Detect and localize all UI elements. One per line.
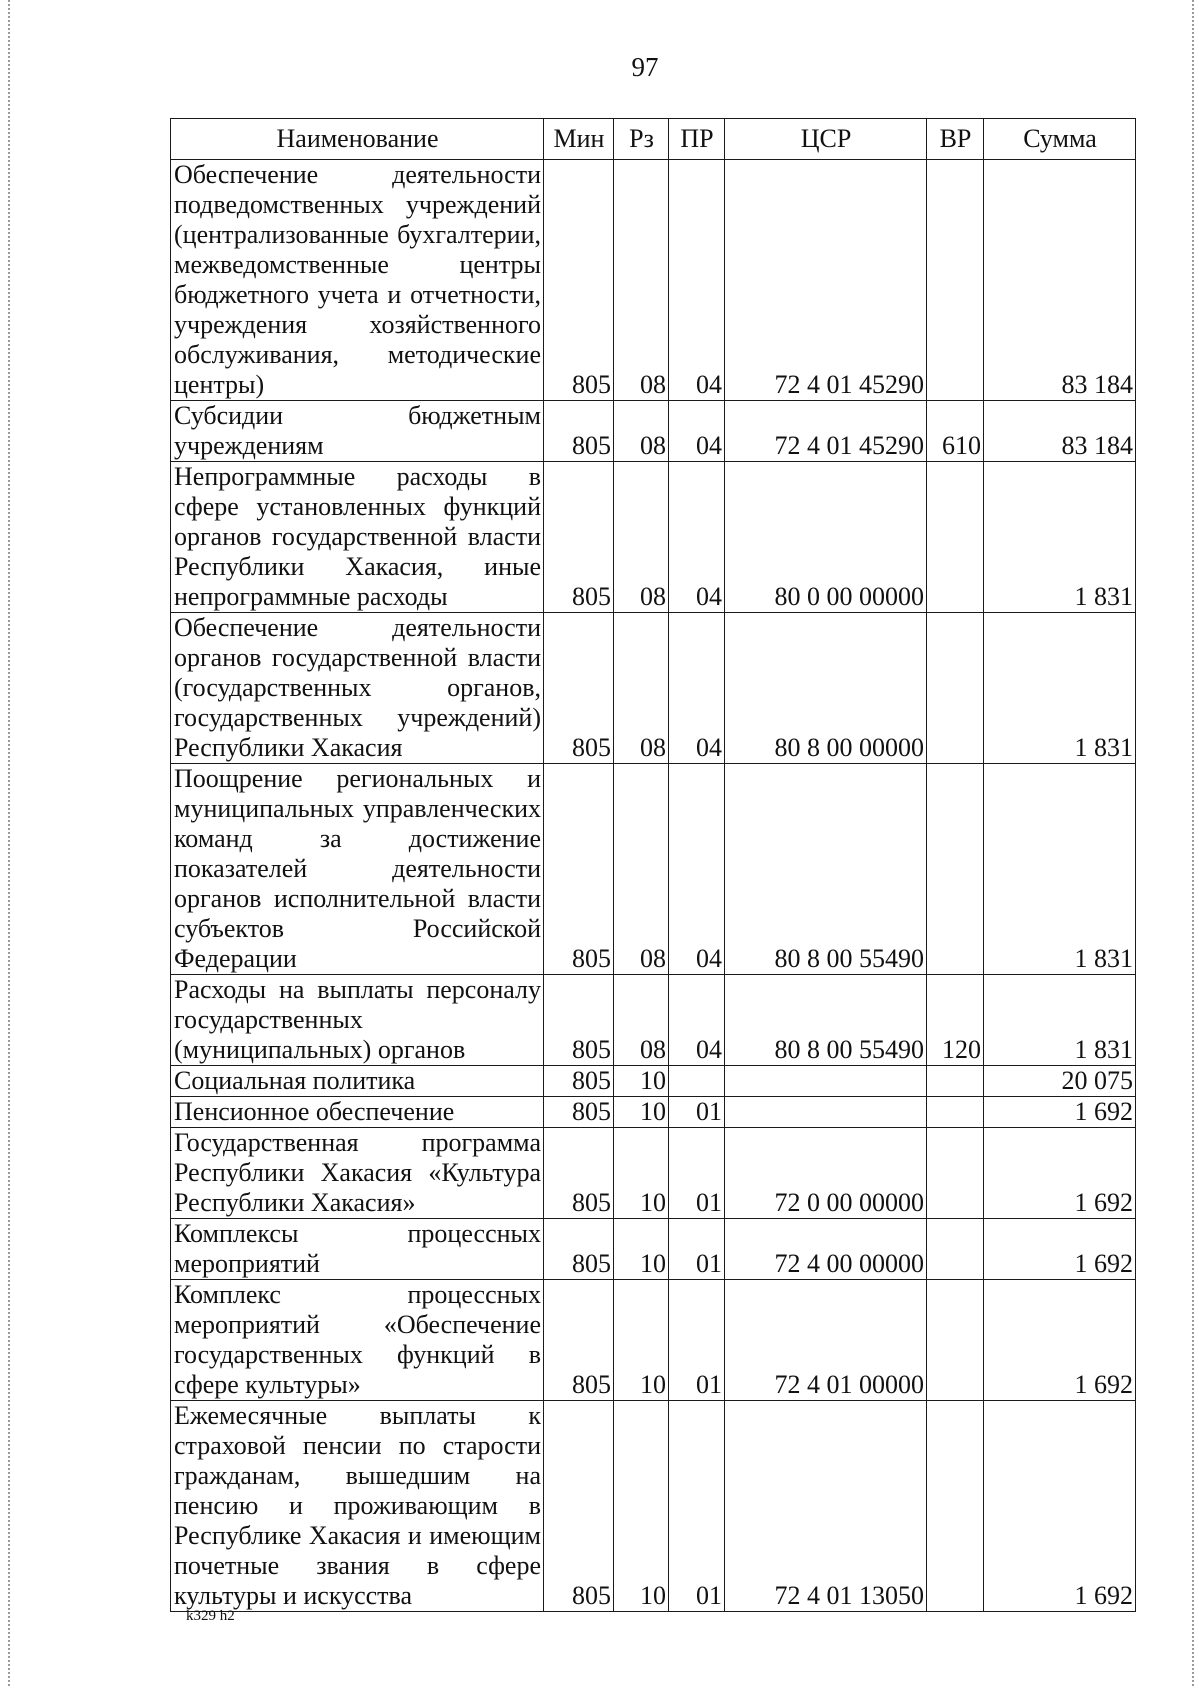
page-right-edge <box>1192 0 1194 1686</box>
row-name: Расходы на выплаты персоналу государственных (муниципальных) органов <box>171 975 544 1066</box>
row-csr <box>725 1097 927 1128</box>
header-pr: ПР <box>669 119 725 160</box>
row-sum: 1 692 <box>984 1401 1136 1612</box>
page-number: 97 <box>631 52 659 82</box>
row-pr <box>669 1066 725 1097</box>
row-csr: 72 4 01 13050 <box>725 1401 927 1612</box>
row-sum: 20 075 <box>984 1066 1136 1097</box>
row-csr: 80 8 00 00000 <box>725 613 927 764</box>
row-sum: 1 831 <box>984 462 1136 613</box>
row-vr <box>927 1128 984 1219</box>
table-row <box>171 1280 1136 1401</box>
row-pr: 01 <box>669 1280 725 1401</box>
row-min: 805 <box>544 1280 614 1401</box>
budget-table <box>170 118 1136 1612</box>
row-rz: 10 <box>614 1097 669 1128</box>
header-vr: ВР <box>927 119 984 160</box>
row-min: 805 <box>544 975 614 1066</box>
row-vr <box>927 764 984 975</box>
row-vr <box>927 1097 984 1128</box>
table-row <box>171 1219 1136 1280</box>
row-rz: 08 <box>614 462 669 613</box>
row-csr: 72 4 01 45290 <box>725 160 927 401</box>
row-rz: 10 <box>614 1219 669 1280</box>
row-csr <box>725 1066 927 1097</box>
row-csr: 72 4 01 00000 <box>725 1280 927 1401</box>
row-min: 805 <box>544 1128 614 1219</box>
header-csr: ЦСР <box>725 119 927 160</box>
row-name: Обеспечение деятельности органов государственной власти (государственных органов, государственных учреждений) Республики Хакасия <box>171 613 544 764</box>
table-row <box>171 462 1136 613</box>
row-min: 805 <box>544 764 614 975</box>
row-sum: 1 831 <box>984 613 1136 764</box>
table-row <box>171 764 1136 975</box>
header-name: Наименование <box>171 119 544 160</box>
row-name: Комплексы процессных мероприятий <box>171 1219 544 1280</box>
row-vr: 610 <box>927 401 984 462</box>
row-name: Пенсионное обеспечение <box>171 1097 544 1128</box>
row-rz: 08 <box>614 975 669 1066</box>
table-header-row <box>171 119 1136 160</box>
row-pr: 01 <box>669 1401 725 1612</box>
row-name: Субсидии бюджетным учреждениям <box>171 401 544 462</box>
row-pr: 04 <box>669 160 725 401</box>
row-min: 805 <box>544 1066 614 1097</box>
row-rz: 10 <box>614 1280 669 1401</box>
row-min: 805 <box>544 1401 614 1612</box>
table-row <box>171 1128 1136 1219</box>
row-sum: 1 692 <box>984 1128 1136 1219</box>
row-sum: 1 831 <box>984 975 1136 1066</box>
row-pr: 01 <box>669 1097 725 1128</box>
table-row <box>171 1401 1136 1612</box>
row-rz: 08 <box>614 764 669 975</box>
row-csr: 72 0 00 00000 <box>725 1128 927 1219</box>
row-rz: 10 <box>614 1401 669 1612</box>
row-pr: 04 <box>669 462 725 613</box>
row-pr: 04 <box>669 764 725 975</box>
row-rz: 10 <box>614 1066 669 1097</box>
row-vr <box>927 160 984 401</box>
table-row <box>171 160 1136 401</box>
row-sum: 1 692 <box>984 1219 1136 1280</box>
row-name: Социальная политика <box>171 1066 544 1097</box>
table-row <box>171 975 1136 1066</box>
row-sum: 83 184 <box>984 401 1136 462</box>
row-vr <box>927 1280 984 1401</box>
row-min: 805 <box>544 160 614 401</box>
table-row <box>171 401 1136 462</box>
row-min: 805 <box>544 401 614 462</box>
row-rz: 08 <box>614 401 669 462</box>
row-vr <box>927 1219 984 1280</box>
row-name: Комплекс процессных мероприятий «Обеспечение государственных функций в сфере культуры» <box>171 1280 544 1401</box>
row-rz: 08 <box>614 613 669 764</box>
table-row <box>171 1066 1136 1097</box>
row-sum: 1 831 <box>984 764 1136 975</box>
row-min: 805 <box>544 1097 614 1128</box>
row-csr: 72 4 01 45290 <box>725 401 927 462</box>
row-vr <box>927 462 984 613</box>
header-rz: Рз <box>614 119 669 160</box>
row-vr <box>927 1401 984 1612</box>
row-sum: 1 692 <box>984 1097 1136 1128</box>
row-pr: 01 <box>669 1219 725 1280</box>
table-row <box>171 613 1136 764</box>
table-row <box>171 1097 1136 1128</box>
page-left-edge <box>8 0 10 1686</box>
row-csr: 80 8 00 55490 <box>725 975 927 1066</box>
row-csr: 72 4 00 00000 <box>725 1219 927 1280</box>
row-vr <box>927 613 984 764</box>
row-sum: 83 184 <box>984 160 1136 401</box>
row-sum: 1 692 <box>984 1280 1136 1401</box>
header-sum: Сумма <box>984 119 1136 160</box>
row-vr: 120 <box>927 975 984 1066</box>
footer-code: k329 h2 <box>186 1608 235 1624</box>
row-rz: 08 <box>614 160 669 401</box>
row-min: 805 <box>544 462 614 613</box>
row-min: 805 <box>544 613 614 764</box>
row-pr: 04 <box>669 613 725 764</box>
row-vr <box>927 1066 984 1097</box>
row-pr: 04 <box>669 975 725 1066</box>
row-pr: 04 <box>669 401 725 462</box>
row-name: Поощрение региональных и муниципальных управленческих команд за достижение показателей деятельности органов исполнительной власти субъектов Российской Федерации <box>171 764 544 975</box>
row-rz: 10 <box>614 1128 669 1219</box>
row-csr: 80 0 00 00000 <box>725 462 927 613</box>
row-name: Непрограммные расходы в сфере установленных функций органов государственной власти Республики Хакасия, иные непрограммные расходы <box>171 462 544 613</box>
row-name: Обеспечение деятельности подведомственных учреждений (централизованные бухгалтерии, межведомственные центры бюджетного учета и отчетности, учреждения хозяйственного обслуживания, методические центры) <box>171 160 544 401</box>
header-min: Мин <box>544 119 614 160</box>
row-min: 805 <box>544 1219 614 1280</box>
row-name: Ежемесячные выплаты к страховой пенсии по старости гражданам, вышедшим на пенсию и проживающим в Республике Хакасия и имеющим почетные звания в сфере культуры и искусства <box>171 1401 544 1612</box>
row-csr: 80 8 00 55490 <box>725 764 927 975</box>
row-pr: 01 <box>669 1128 725 1219</box>
row-name: Государственная программа Республики Хакасия «Культура Республики Хакасия» <box>171 1128 544 1219</box>
